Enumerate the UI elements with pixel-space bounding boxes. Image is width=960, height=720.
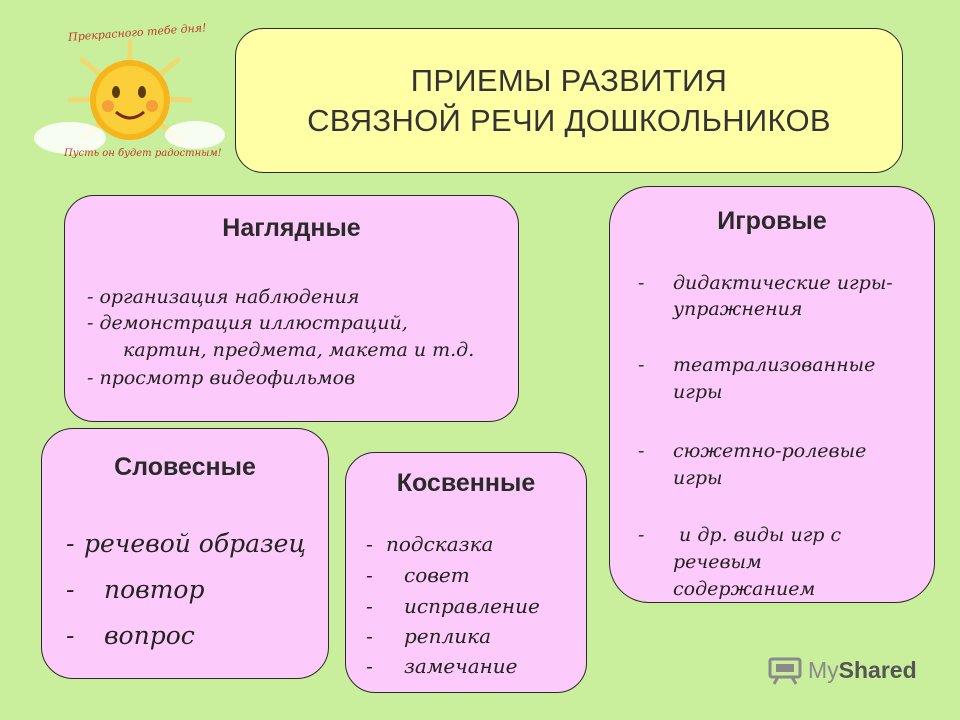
visual-methods-box [64,195,519,422]
visual-item: - демонстрация иллюстраций, [87,312,408,334]
game-item-line: дидактические игры- [673,272,893,294]
indirect-item: замечание [404,654,518,678]
indirect-item-dash: - [366,563,373,587]
sun-logo [30,20,230,170]
game-item-dash: - [638,524,645,546]
visual-item: картин, предмета, макета и т.д. [123,339,475,361]
game-item-line: игры [673,381,723,403]
visual-item: - просмотр видеофильмов [87,367,356,389]
visual-methods-heading: Наглядные [222,214,361,242]
verbal-item: вопрос [104,621,195,650]
game-item-line: речевым [673,551,762,573]
indirect-item-dash: - [366,594,373,618]
verbal-methods-heading: Словесные [114,453,256,481]
verbal-item-dash: - [66,529,75,558]
verbal-item-dash: - [66,575,75,604]
projector-icon [768,655,802,685]
verbal-item: повтор [104,575,205,604]
indirect-methods-box [345,452,587,693]
logo-top-text: Прекрасного тебе дня! [67,21,207,44]
indirect-item: подсказка [386,532,494,556]
verbal-item: речевой образец [84,529,306,558]
indirect-item-dash: - [366,532,373,556]
logo-bottom-text: Пусть он будет радостным! [64,148,222,159]
game-item-dash: - [638,354,645,376]
watermark-shared: Shared [838,656,917,683]
indirect-item-dash: - [366,624,373,648]
indirect-item-dash: - [366,654,373,678]
indirect-item: реплика [404,624,492,648]
game-item-line: сюжетно-ролевые [673,440,867,462]
title-line-2: СВЯЗНОЙ РЕЧИ ДОШКОЛЬНИКОВ [307,102,831,138]
game-methods-box [609,186,935,603]
verbal-methods-box [41,428,329,679]
indirect-methods-heading: Косвенные [396,469,536,497]
visual-item: - организация наблюдения [87,286,360,308]
verbal-item-dash: - [66,621,75,650]
game-item-line: театрализованные [673,354,876,376]
game-item-line: и др. виды игр с [673,524,842,546]
game-item-dash: - [638,272,645,294]
myshared-watermark [768,655,917,685]
game-item-line: содержанием [673,578,816,600]
game-item-line: упражнения [673,298,803,320]
game-item-dash: - [638,440,645,462]
watermark-my: My [808,656,839,683]
title-box [235,28,903,173]
game-item-line: игры [673,467,723,489]
title-line-1: ПРИЕМЫ РАЗВИТИЯ [410,62,728,98]
indirect-item: исправление [404,594,540,618]
indirect-item: совет [404,563,470,587]
game-methods-heading: Игровые [717,207,827,235]
